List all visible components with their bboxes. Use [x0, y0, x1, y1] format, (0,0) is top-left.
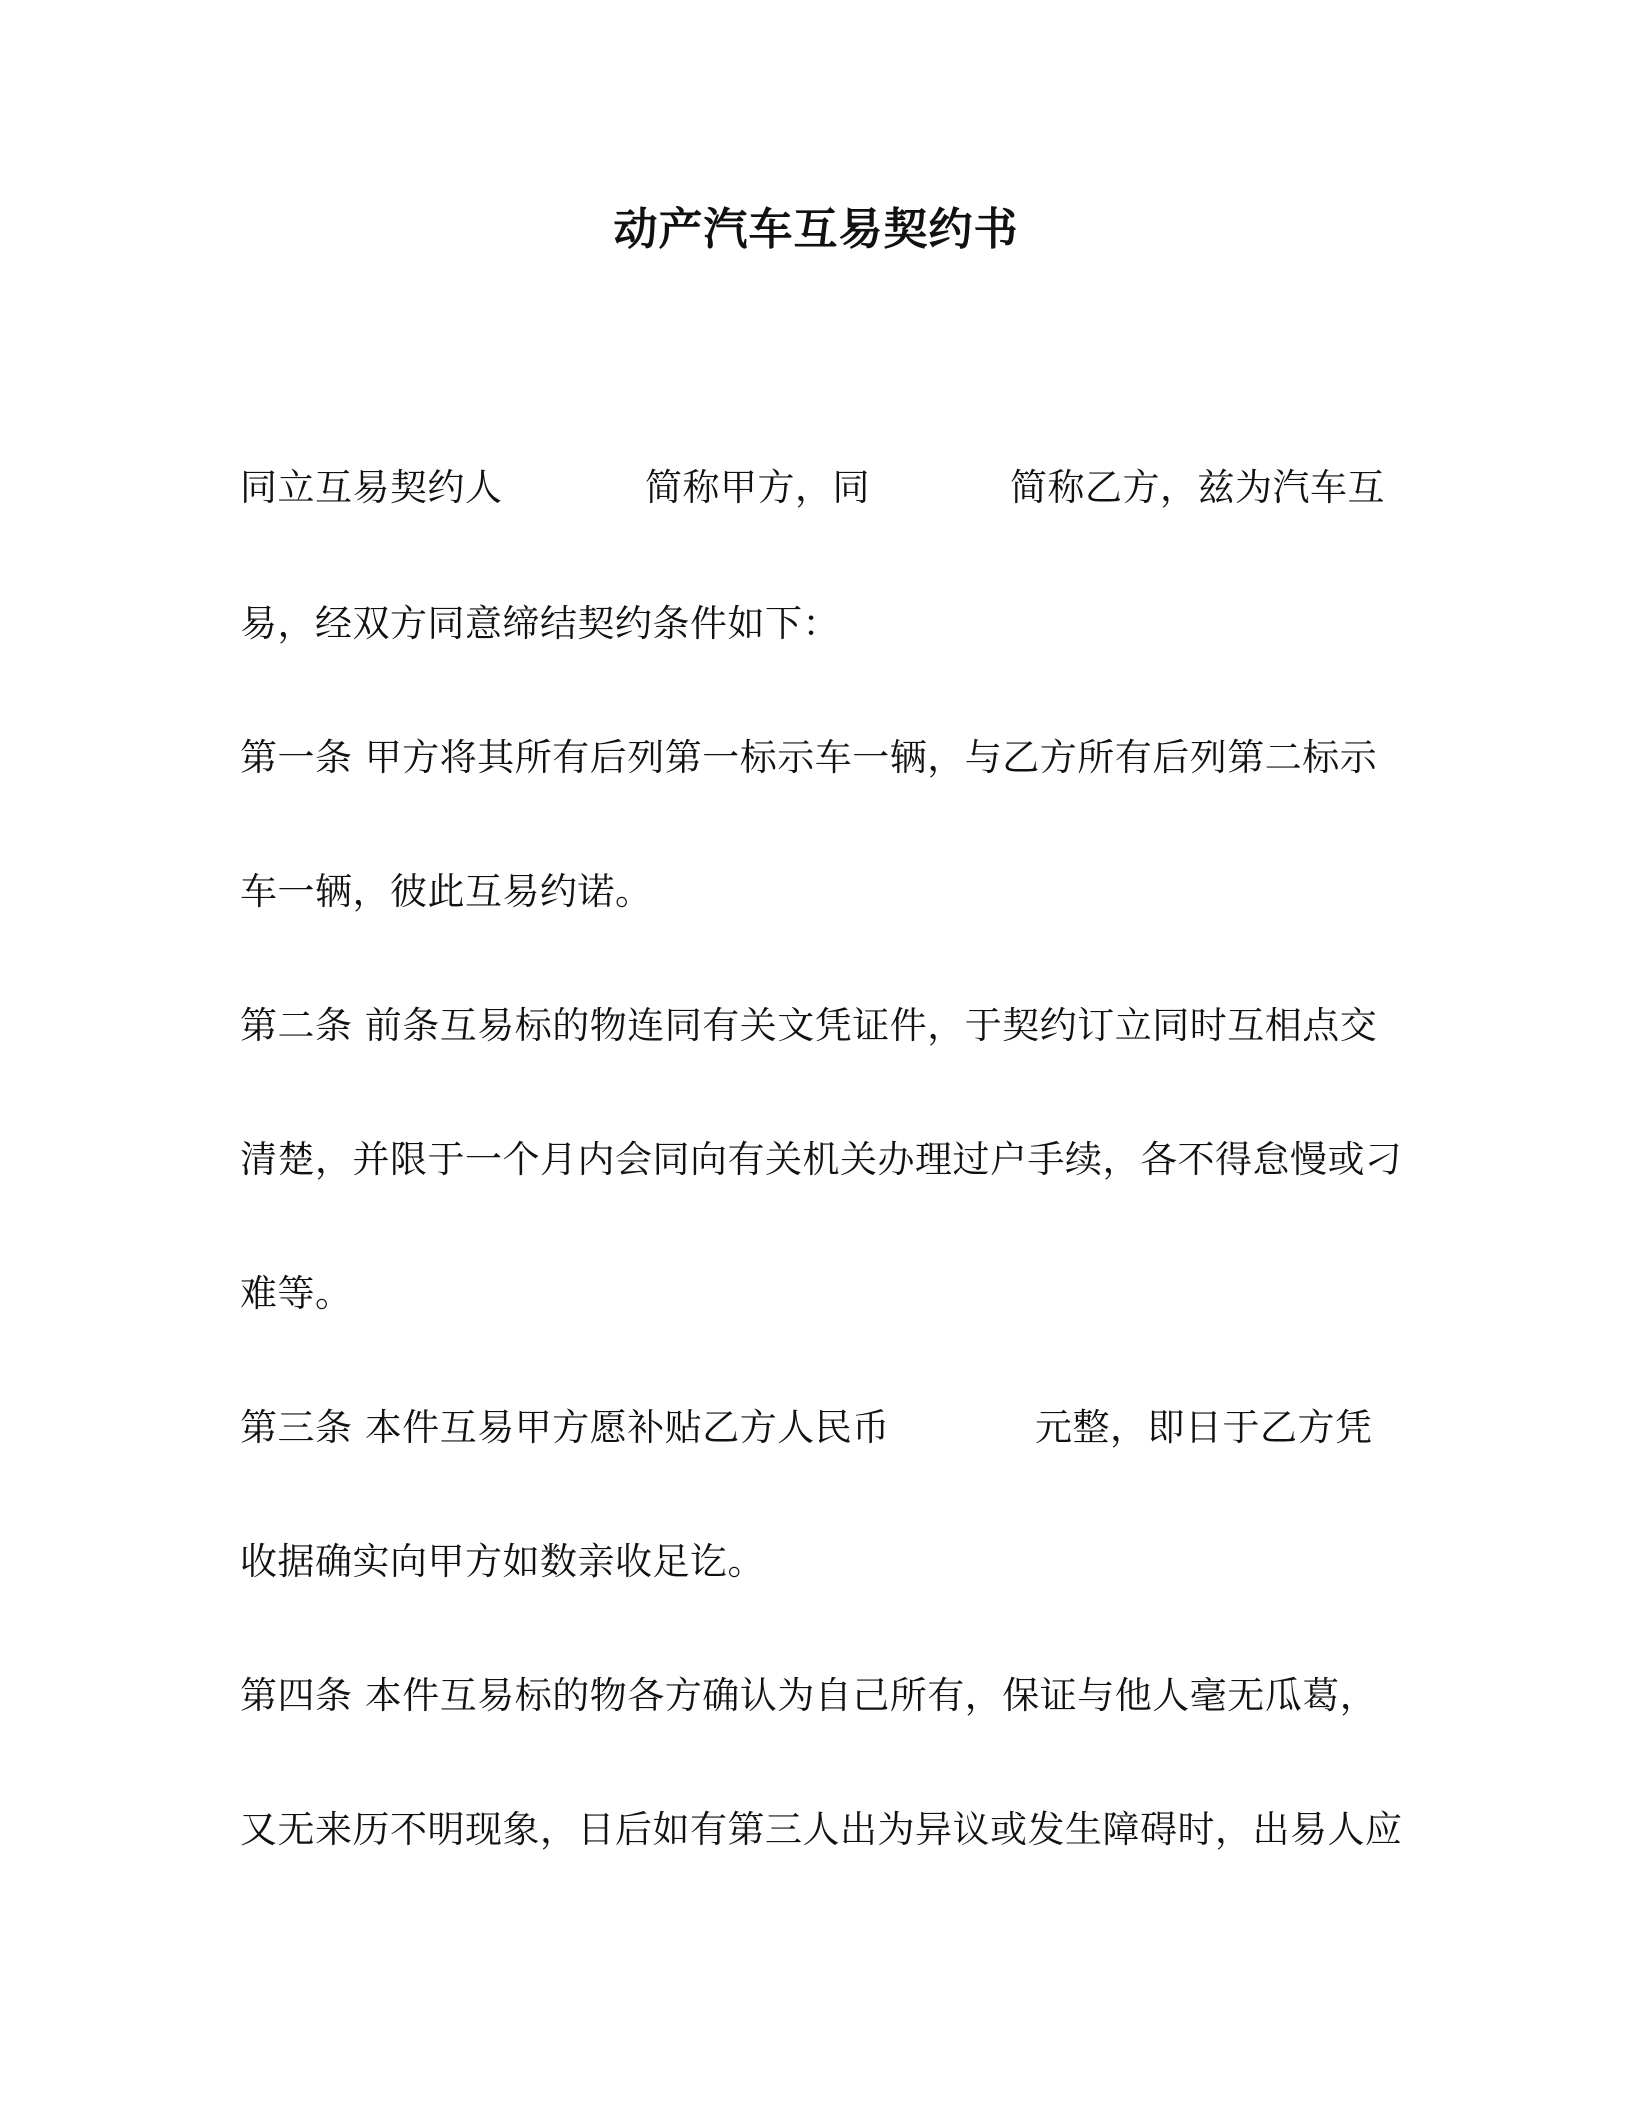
article-2-line-3: 难等。 — [240, 1272, 353, 1315]
article-2-line-1: 第二条 前条互易标的物连同有关文凭证件，于契约订立同时互相点交 — [240, 1004, 1378, 1047]
intro-line-1 — [240, 460, 1400, 516]
article-1-line-1: 第一条 甲方将其所有后列第一标示车一辆，与乙方所有后列第二标示 — [240, 736, 1378, 779]
intro-line-2: 易，经双方同意缔结契约条件如下： — [240, 602, 840, 645]
article-3-amount-text: 元整，即日于乙方凭 — [1035, 1406, 1373, 1449]
article-2-line-2: 清楚，并限于一个月内会同向有关机关办理过户手续，各不得怠慢或刁 — [240, 1138, 1403, 1181]
intro-party-b-label: 简称乙方，兹为汽车互 — [1010, 466, 1385, 509]
article-3-line-1 — [240, 1400, 1400, 1456]
article-1-line-2: 车一辆，彼此互易约诺。 — [240, 870, 653, 913]
intro-party-a-label: 简称甲方，同 — [645, 466, 870, 509]
article-4-line-1: 第四条 本件互易标的物各方确认为自己所有，保证与他人毫无瓜葛， — [240, 1674, 1378, 1717]
intro-party-label: 同立互易契约人 — [240, 466, 503, 509]
article-3-subsidy-text: 第三条 本件互易甲方愿补贴乙方人民币 — [240, 1406, 890, 1449]
article-3-line-2: 收据确实向甲方如数亲收足讫。 — [240, 1540, 765, 1583]
article-4-line-2: 又无来历不明现象，日后如有第三人出为异议或发生障碍时，出易人应 — [240, 1808, 1403, 1851]
document-title: 动产汽车互易契约书 — [613, 204, 1019, 255]
